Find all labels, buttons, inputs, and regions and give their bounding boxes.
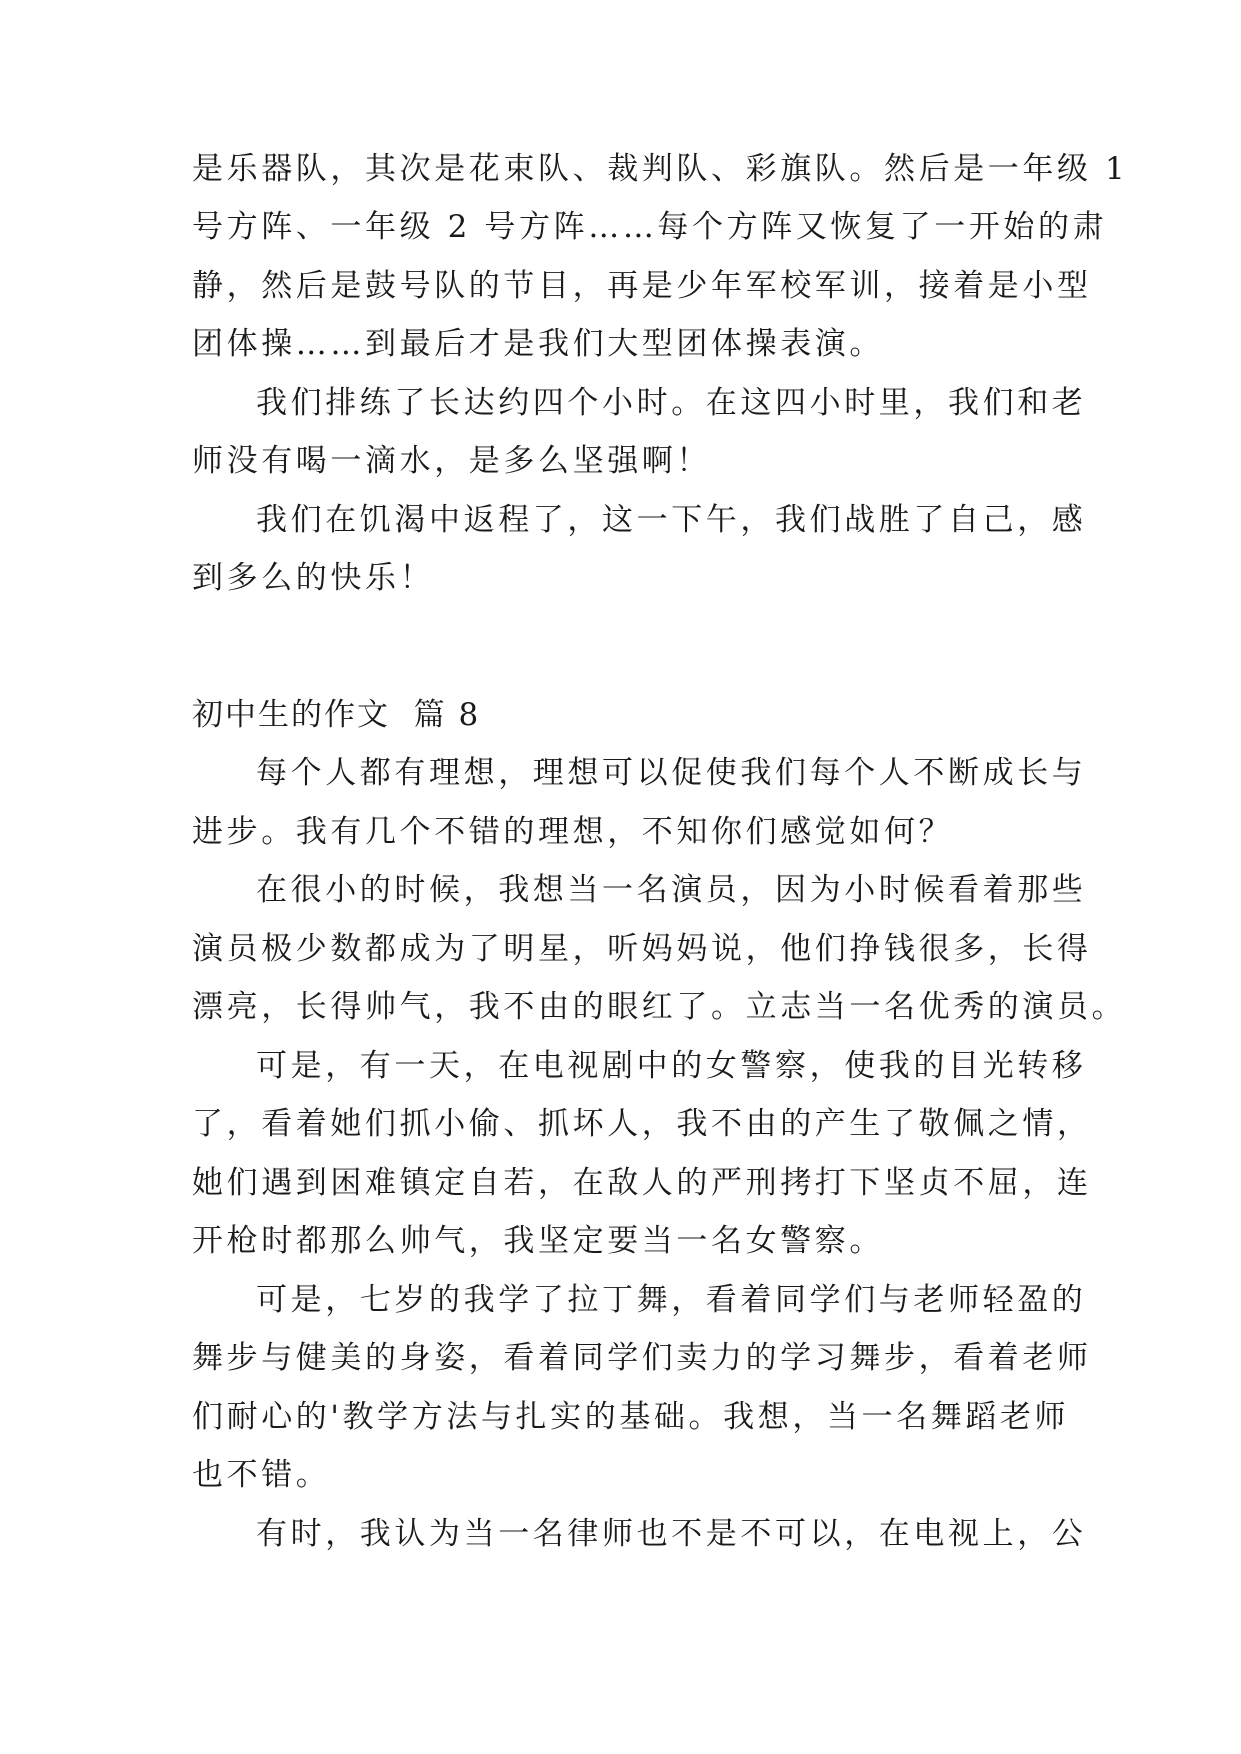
paragraph-line: 在很小的时候，我想当一名演员，因为小时候看着那些 <box>256 872 1087 908</box>
paragraph-line: 也不错。 <box>192 1457 331 1493</box>
paragraph-line: 漂亮，长得帅气，我不由的眼红了。立志当一名优秀的演员。 <box>192 989 1127 1025</box>
paragraph-line: 到多么的快乐！ <box>192 560 435 596</box>
paragraph-line: 她们遇到困难镇定自若，在敌人的严刑拷打下坚贞不屈，连 <box>192 1165 1092 1201</box>
paragraph-line: 静，然后是鼓号队的节目，再是少年军校军训，接着是小型 <box>192 268 1092 304</box>
paragraph-line: 师没有喝一滴水，是多么坚强啊！ <box>192 443 711 479</box>
paragraph-line: 舞步与健美的身姿，看着同学们卖力的学习舞步，看着老师 <box>192 1340 1092 1376</box>
paragraph-line: 开枪时都那么帅气，我坚定要当一名女警察。 <box>192 1223 884 1259</box>
paragraph-line: 进步。我有几个不错的理想，不知你们感觉如何？ <box>192 814 954 850</box>
paragraph-line: 们耐心的'教学方法与扎实的基础。我想，当一名舞蹈老师 <box>192 1399 1070 1435</box>
paragraph-line: 号方阵、一年级 2 号方阵……每个方阵又恢复了一开始的肃 <box>192 209 1108 245</box>
paragraph-line: 了，看着她们抓小偷、抓坏人，我不由的产生了敬佩之情， <box>192 1106 1092 1142</box>
paragraph-line: 演员极少数都成为了明星，听妈妈说，他们挣钱很多，长得 <box>192 931 1092 967</box>
paragraph-line: 我们在饥渴中返程了，这一下午，我们战胜了自己，感 <box>256 502 1087 538</box>
paragraph-line: 每个人都有理想，理想可以促使我们每个人不断成长与 <box>256 755 1087 791</box>
paragraph-line: 团体操……到最后才是我们大型团体操表演。 <box>192 326 884 362</box>
paragraph-line: 我们排练了长达约四个小时。在这四小时里，我们和老 <box>256 385 1087 421</box>
paragraph-line: 是乐器队，其次是花束队、裁判队、彩旗队。然后是一年级 1 <box>192 151 1129 187</box>
paragraph-line: 可是，七岁的我学了拉丁舞，看着同学们与老师轻盈的 <box>256 1282 1087 1318</box>
section-heading: 初中生的作文 篇 8 <box>192 697 481 733</box>
paragraph-line: 有时，我认为当一名律师也不是不可以，在电视上，公 <box>256 1516 1087 1552</box>
paragraph-line: 可是，有一天，在电视剧中的女警察，使我的目光转移 <box>256 1048 1087 1084</box>
